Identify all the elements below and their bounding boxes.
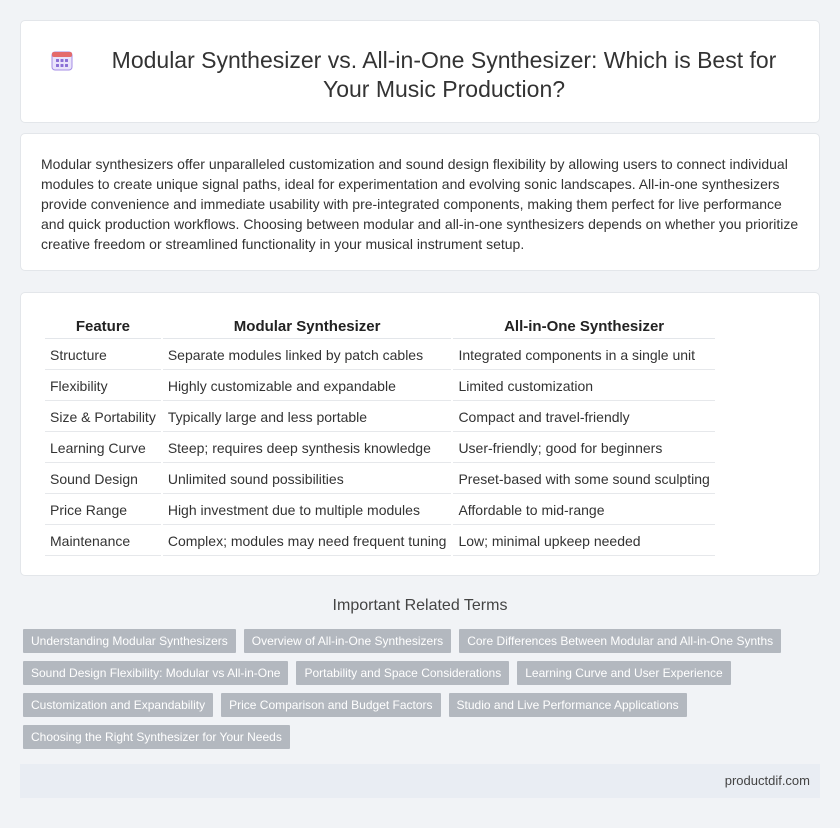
comparison-table: [43, 311, 717, 558]
table-header-row: [45, 313, 715, 339]
related-term-tag[interactable]: Overview of All-in-One Synthesizers: [244, 629, 451, 653]
table-cell: Size & Portability: [45, 403, 161, 432]
table-row: [45, 341, 715, 370]
table-cell: Preset-based with some sound sculpting: [453, 465, 714, 494]
table-cell: Unlimited sound possibilities: [163, 465, 452, 494]
table-cell: Affordable to mid-range: [453, 496, 714, 525]
table-cell: User-friendly; good for beginners: [453, 434, 714, 463]
table-row: [45, 434, 715, 463]
related-term-tag[interactable]: Understanding Modular Synthesizers: [23, 629, 236, 653]
related-terms-title: Important Related Terms: [332, 597, 508, 614]
table-cell: Sound Design: [45, 465, 161, 494]
table-row: [45, 496, 715, 525]
title-row: [21, 21, 819, 104]
column-header: All-in-One Synthesizer: [453, 313, 714, 339]
table-row: [45, 372, 715, 401]
table-cell: Compact and travel-friendly: [453, 403, 714, 432]
table-cell: High investment due to multiple modules: [163, 496, 452, 525]
intro-card: [20, 133, 820, 271]
table-cell: Separate modules linked by patch cables: [163, 341, 452, 370]
table-cell: Typically large and less portable: [163, 403, 452, 432]
related-term-tag[interactable]: Portability and Space Considerations: [296, 661, 509, 685]
table-row: [45, 403, 715, 432]
calendar-icon: [51, 49, 73, 71]
table-row: [45, 527, 715, 556]
comparison-card: [20, 292, 820, 576]
table-cell: Structure: [45, 341, 161, 370]
table-cell: Highly customizable and expandable: [163, 372, 452, 401]
footer-site-link[interactable]: productdif.com: [724, 773, 810, 788]
table-cell: Low; minimal upkeep needed: [453, 527, 714, 556]
page-title: Modular Synthesizer vs. All-in-One Synthesizer: Which is Best for Your Music Production?: [111, 47, 777, 102]
footer: [20, 764, 820, 798]
header-card: [20, 20, 820, 123]
table-cell: Complex; modules may need frequent tuning: [163, 527, 452, 556]
table-cell: Integrated components in a single unit: [453, 341, 714, 370]
related-term-tag[interactable]: Choosing the Right Synthesizer for Your Needs: [23, 725, 290, 749]
table-cell: Steep; requires deep synthesis knowledge: [163, 434, 452, 463]
table-cell: Limited customization: [453, 372, 714, 401]
table-cell: Learning Curve: [45, 434, 161, 463]
related-term-tag[interactable]: Sound Design Flexibility: Modular vs All-in-One: [23, 661, 288, 685]
column-header: Modular Synthesizer: [163, 313, 452, 339]
related-term-tag[interactable]: Core Differences Between Modular and All-in-One Synths: [459, 629, 781, 653]
related-term-tag[interactable]: Price Comparison and Budget Factors: [221, 693, 440, 717]
related-term-tag[interactable]: Customization and Expandability: [23, 693, 213, 717]
related-terms-list: [23, 629, 813, 757]
related-term-tag[interactable]: Learning Curve and User Experience: [517, 661, 730, 685]
column-header: Feature: [45, 313, 161, 339]
intro-paragraph: Modular synthesizers offer unparalleled customization and sound design flexibility by allowing users to connect individual modules to create unique signal paths, ideal for experimentation and evolving sonic landscapes. All-in-one synthesizers provide convenience and immediate usability with pre-integrated components, making them perfect for live performance and quick production workflows. Choosing between modular and all-in-one synthesizers depends on whether you prioritize creative freedom or streamlined functionality in your musical instrument setup.: [41, 156, 799, 252]
table-cell: Maintenance: [45, 527, 161, 556]
table-cell: Flexibility: [45, 372, 161, 401]
table-row: [45, 465, 715, 494]
related-term-tag[interactable]: Studio and Live Performance Applications: [449, 693, 687, 717]
table-cell: Price Range: [45, 496, 161, 525]
